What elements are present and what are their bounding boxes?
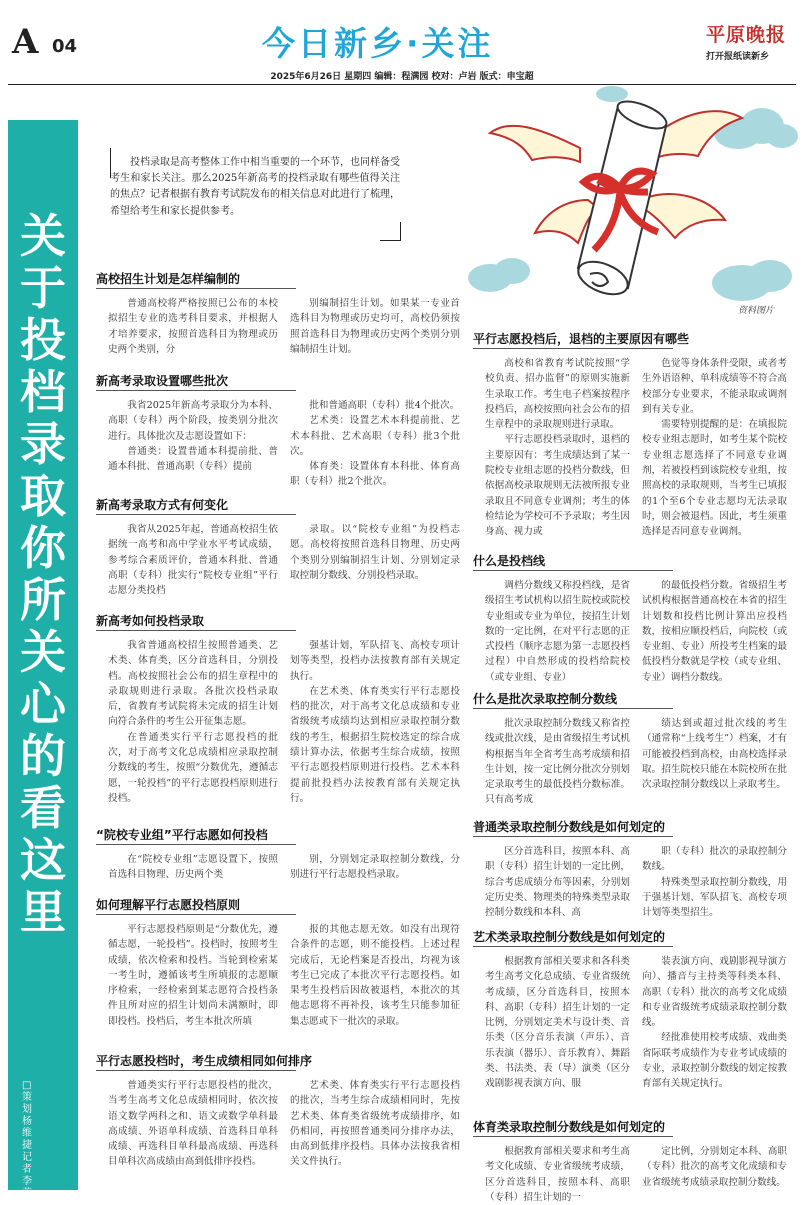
- paragraph: 绩达到或超过批次线的考生（通常称“上线考生”）档案，才有可能被投档到高校，由高校选择录取。招生院校只能在本院校所在批次录取控制分数线以上录取考生。: [642, 718, 787, 791]
- section-heading: 高校招生计划是怎样编制的: [96, 272, 241, 286]
- paragraph: 平行志愿投档原则是“分数优先，遵循志愿，一轮投档”。投档时，按照考生成绩，依次检索和投档。当轮到检索某一考生时，遵循该考生所填报的志愿顺序检索，一经检索到某志愿符合投档条件且所对应的招生计划尚未满额时，即即投档。投档后，考生本批次所填: [108, 924, 278, 1027]
- section-heading: 平行志愿投档时，考生成绩相同如何排序: [96, 1054, 313, 1068]
- section-divider: [96, 630, 296, 631]
- paragraph: 在普通类实行平行志愿投档的批次，对于高考文化总成绩相应录取控制分数线的考生，按照“分数优先，遵循志愿，一轮投档”的平行志愿投档原则进行投档。: [108, 731, 278, 804]
- paragraph: 普通类：设置普通本科提前批、普通本科批、普通高职（专科）提前: [108, 445, 278, 473]
- paragraph: 报的其他志愿无效。如没有出现符合条件的志愿，则不能投档。上述过程完成后，无论档案是否投出，均视为该考生已完成了本批次平行志愿投档。如果考生投档后因故被退档，本批次的其他志愿将不再补投，该考生只能参加征集志愿或下一批次的录取。: [290, 924, 460, 1027]
- paragraph: 高校和省教育考试院按照“学校负责、招办监督”的原则实施新生录取工作。考生电子档案按程序投档后，高校按照向社会公布的招生章程中的录取规则进行录取。: [485, 358, 630, 431]
- section-column: [108, 522, 278, 598]
- paragraph: 经批准使用校考成绩、戏曲类省际联考成绩作为专业考试成绩的专业，录取控制分数线的划定按教育部有关规定执行。: [642, 1032, 787, 1090]
- section-column: [642, 954, 787, 1092]
- paragraph: 需要特别提醒的是：在填报院校专业组志愿时，如考生某个院校专业组志愿选择了不同意专业调剂，若被投档到该院校专业组，按照高校的录取规则，当考生已填报的1个至6个专业志愿均无法录取时，则会被退档。因此，考生须重选择是否同意专业调剂。: [642, 419, 787, 538]
- section-column: [108, 398, 278, 474]
- paragraph: 普通类实行平行志愿投档的批次，当考生高考文化总成绩相同时，依次按语文数学两科之和、语文或数学单科最高成绩、外语单科成绩、首选科目单科成绩、再选科目单科最高成绩、再选科目单科次高成绩由高到低排序投档。: [108, 1080, 278, 1168]
- section-divider: [473, 946, 673, 947]
- section-divider: [473, 348, 673, 349]
- section-column: [290, 1078, 460, 1170]
- paragraph: 艺术类：设置艺术本科提前批、艺术本科批、艺术高职（专科）批3个批次。: [290, 415, 460, 457]
- section-column: [290, 638, 460, 806]
- headline-banner: [8, 120, 78, 1199]
- section-column: [485, 844, 630, 920]
- paragraph: 色觉等身体条件受限，或者考生外语语种、单科成绩等不符合高校部分专业要求，不能录取或调剂到有关专业。: [642, 358, 787, 415]
- intro-paragraph: 投档录取是高考整体工作中相当重要的一个环节，也同样备受考生和家长关注。那么2025年新高考的投档录取有哪些值得关注的焦点？记者根据有教育考试院发布的相关信息对此进行了梳理，希望给考生和家长提供参考。: [110, 157, 400, 217]
- section-column: [485, 954, 630, 1092]
- section-heading: 什么是批次录取控制分数线: [473, 692, 618, 706]
- paragraph: 区分首选科目，按照本科、高职（专科）招生计划的一定比例，综合考虑成绩分布等因素，分别划定历史类、物理类的特殊类型录取控制分数线和本科、高: [485, 846, 630, 919]
- paragraph: 根据教育部相关要求和考生高考文化成绩、专业省级统考成绩，区分首选科目，按照本科、高职（专科）招生计划的一: [485, 1146, 630, 1203]
- paragraph: 平行志愿投档录取时，退档的主要原因有：考生成绩达到了某一院校专业组志愿的投档分数线，但依据高校录取规则无法被所报专业录取且不同意专业调剂；考生的体检结论为学校可不予录取；考生因身高、视力或: [485, 434, 630, 538]
- section-column: [642, 578, 787, 685]
- section-divider: [473, 836, 673, 837]
- section-column: [485, 356, 630, 540]
- paragraph: 的最低投档分数。省级招生考试机构根据普通高校在本省的招生计划数和投档比例计算出应投档数，按相应顺投档后，向院校（或专业组、专业）所投考生档案的最低投档分数就是学校（或专业组、专业）调档分数线。: [642, 580, 787, 683]
- section-heading: 体育类录取控制分数线是如何划定的: [473, 1120, 666, 1134]
- section-heading: 如何理解平行志愿投档原则: [96, 898, 241, 912]
- section-column: [642, 1144, 787, 1190]
- section-column: [642, 356, 787, 540]
- section-divider: [96, 914, 296, 915]
- section-divider: [473, 1136, 673, 1137]
- section-divider: [473, 570, 673, 571]
- section-column: [108, 922, 278, 1029]
- paragraph: 职（专科）批次的录取控制分数线。: [642, 846, 787, 873]
- section-column: [485, 716, 630, 808]
- intro-bracket-bottom: [380, 222, 401, 241]
- paragraph: 调档分数线又称投档线，是省级招生考试机构以招生院校或院校专业组或专业为单位，按招生计划数的一定比例，在对平行志愿的正式投档（顺序志愿为第一志愿投档过程）中自然形成的投档给院校（或专业组、专业）: [485, 580, 630, 683]
- section-divider: [96, 844, 296, 845]
- section-heading: “院校专业组”平行志愿如何投档: [96, 828, 268, 842]
- section-heading: 新高考录取设置哪些批次: [96, 374, 229, 388]
- paragraph: 别编制招生计划。如果某一专业首选科目为物理或历史均可，高校仍须按照首选科目为物理或历史两个类别分别编制招生计划。: [290, 298, 460, 355]
- section-divider: [96, 1070, 296, 1071]
- paragraph: 别，分别划定录取控制分数线，分别进行平行志愿投档录取。: [290, 854, 460, 881]
- section-column: [108, 296, 278, 355]
- paragraph: 体育类：设置体育本科批、体育高职（专科）批2个批次。: [290, 461, 460, 488]
- section-divider: [473, 708, 673, 709]
- paragraph: 批和普通高职（专科）批4个批次。: [309, 400, 460, 411]
- section-heading: 什么是投档线: [473, 554, 546, 568]
- paragraph: 艺术类、体育类实行平行志愿投档的批次，当考生综合成绩相同时，先按艺术类、体育类省级统考成绩排序，如仍相同，再按照普通类同分排序办法，由高到低排序投档。具体办法按我省相关文件执行。: [290, 1080, 460, 1168]
- newspaper-logo: [706, 20, 790, 62]
- logo-slogan: 打开报纸读新乡: [706, 52, 770, 62]
- paragraph: 我省2025年新高考录取分为本科、高职（专科）两个阶段，按类别分批次进行。具体批次及志愿设置如下：: [108, 400, 278, 442]
- paragraph: 我省从2025年起，普通高校招生依据统一高考和高中学业水平考试成绩，参考综合素质评价，普通本科批、普通高职（专科）批实行“院校专业组”平行志愿分类投档: [108, 524, 278, 597]
- section-column: [290, 522, 460, 583]
- masthead-title: 今日新乡·关注: [262, 24, 494, 63]
- section-heading: 平行志愿投档后，退档的主要原因有哪些: [473, 332, 690, 346]
- section-heading: 艺术类录取控制分数线是如何划定的: [473, 930, 666, 944]
- paragraph: 根据教育部相关要求和各科类考生高考文化总成绩、专业省级统考成绩，区分首选科目，按照本科、高职（专科）招生计划的一定比例，分别划定美术与设计类、音乐类（区分音乐表演（声乐）、音乐表演（器乐）、音乐教育）、舞蹈类、书法类、表（导）演类（区分戏剧影视表演方向、服: [485, 956, 630, 1090]
- section-heading: 新高考录取方式有何变化: [96, 498, 229, 512]
- section-column: [108, 1078, 278, 1170]
- section-heading: 普通类录取控制分数线是如何划定的: [473, 820, 666, 834]
- paragraph: 装表演方向、戏剧影视导演方向）、播音与主持类等科类本科、高职（专科）批次的高考文化成绩和专业省级统考成绩录取控制分数线。: [642, 956, 787, 1029]
- section-divider: [96, 288, 296, 289]
- paragraph: 强基计划，军队招飞、高校专项计划等类型，投档办法按教育部有关规定执行。: [290, 640, 460, 682]
- page-number: 04: [52, 36, 78, 57]
- paragraph: 在艺术类、体育类实行平行志愿投档的批次，对于高考文化总成绩和专业省级统考成绩均达到相应录取控制分数线的考生，根据招生院校选定的综合成绩计算办法，依据考生综合成绩，按照平行志愿投档原则进行投档。艺术本科提前批投档办法按教育部有关规定执行。: [290, 685, 460, 804]
- paragraph: 普通高校将严格按照已公布的本校拟招生专业的选考科目要求，并根据人才培养要求，按照首选科目为物理或历史两个类别，分: [108, 298, 278, 355]
- section-column: [290, 852, 460, 882]
- headline-title: 关于投档录取 你所关心的看这里: [20, 209, 66, 939]
- paragraph: 定比例，分别划定本科、高职（专科）批次的高考文化成绩和专业省级统考成绩录取控制分数线。: [642, 1146, 787, 1188]
- image-caption: 资料图片: [738, 306, 775, 316]
- scroll-illustration: [470, 88, 800, 313]
- paragraph: 在“院校专业组”志愿设置下，按照首选科目物理、历史两个类: [108, 854, 278, 881]
- header-divider: [8, 84, 796, 85]
- section-heading: 新高考如何投档录取: [96, 614, 205, 628]
- section-column: [485, 578, 630, 685]
- paragraph: 批次录取控制分数线又称省控线或批次线，是由省级招生考试机构根据当年全省考生高考成绩和招生计划，按一定比例分批次分别划定录取考生的最低投档分数标准。只有高考成: [485, 718, 630, 806]
- logo-name: 平原晚报: [706, 24, 787, 46]
- page-letter: A: [12, 22, 39, 62]
- byline: □策划 杨维捷 记者 李蕊: [22, 1080, 32, 1199]
- info-line: 2025年6月26日 星期四 编辑：程满园 校对：卢岩 版式：申宝超: [270, 72, 534, 82]
- section-column: [290, 296, 460, 355]
- section-column: [108, 638, 278, 806]
- section-column: [642, 716, 787, 792]
- section-column: [642, 844, 787, 920]
- section-column: [108, 852, 278, 882]
- paragraph: 录取。以“院校专业组”为投档志愿。高校将按照首选科目物理、历史两个类别分别编制招生计划、分别划定录取控制分数线、分别投档录取。: [290, 524, 460, 581]
- section-column: [485, 1144, 630, 1203]
- section-divider: [96, 390, 296, 391]
- section-divider: [96, 514, 296, 515]
- paragraph: 特殊类型录取控制分数线，用于强基计划、军队招飞、高校专项计划等类型招生。: [642, 876, 787, 919]
- paragraph: 我省普通高校招生按照普通类、艺术类、体育类，区分首选科目，分别投档。高校按照社会公布的招生章程中的录取规则进行录取。各批次投档录取后，省教育考试院将未完成的招生计划向符合条件的考生公开征集志愿。: [108, 640, 278, 728]
- section-column: [290, 922, 460, 1029]
- section-column: [290, 398, 460, 488]
